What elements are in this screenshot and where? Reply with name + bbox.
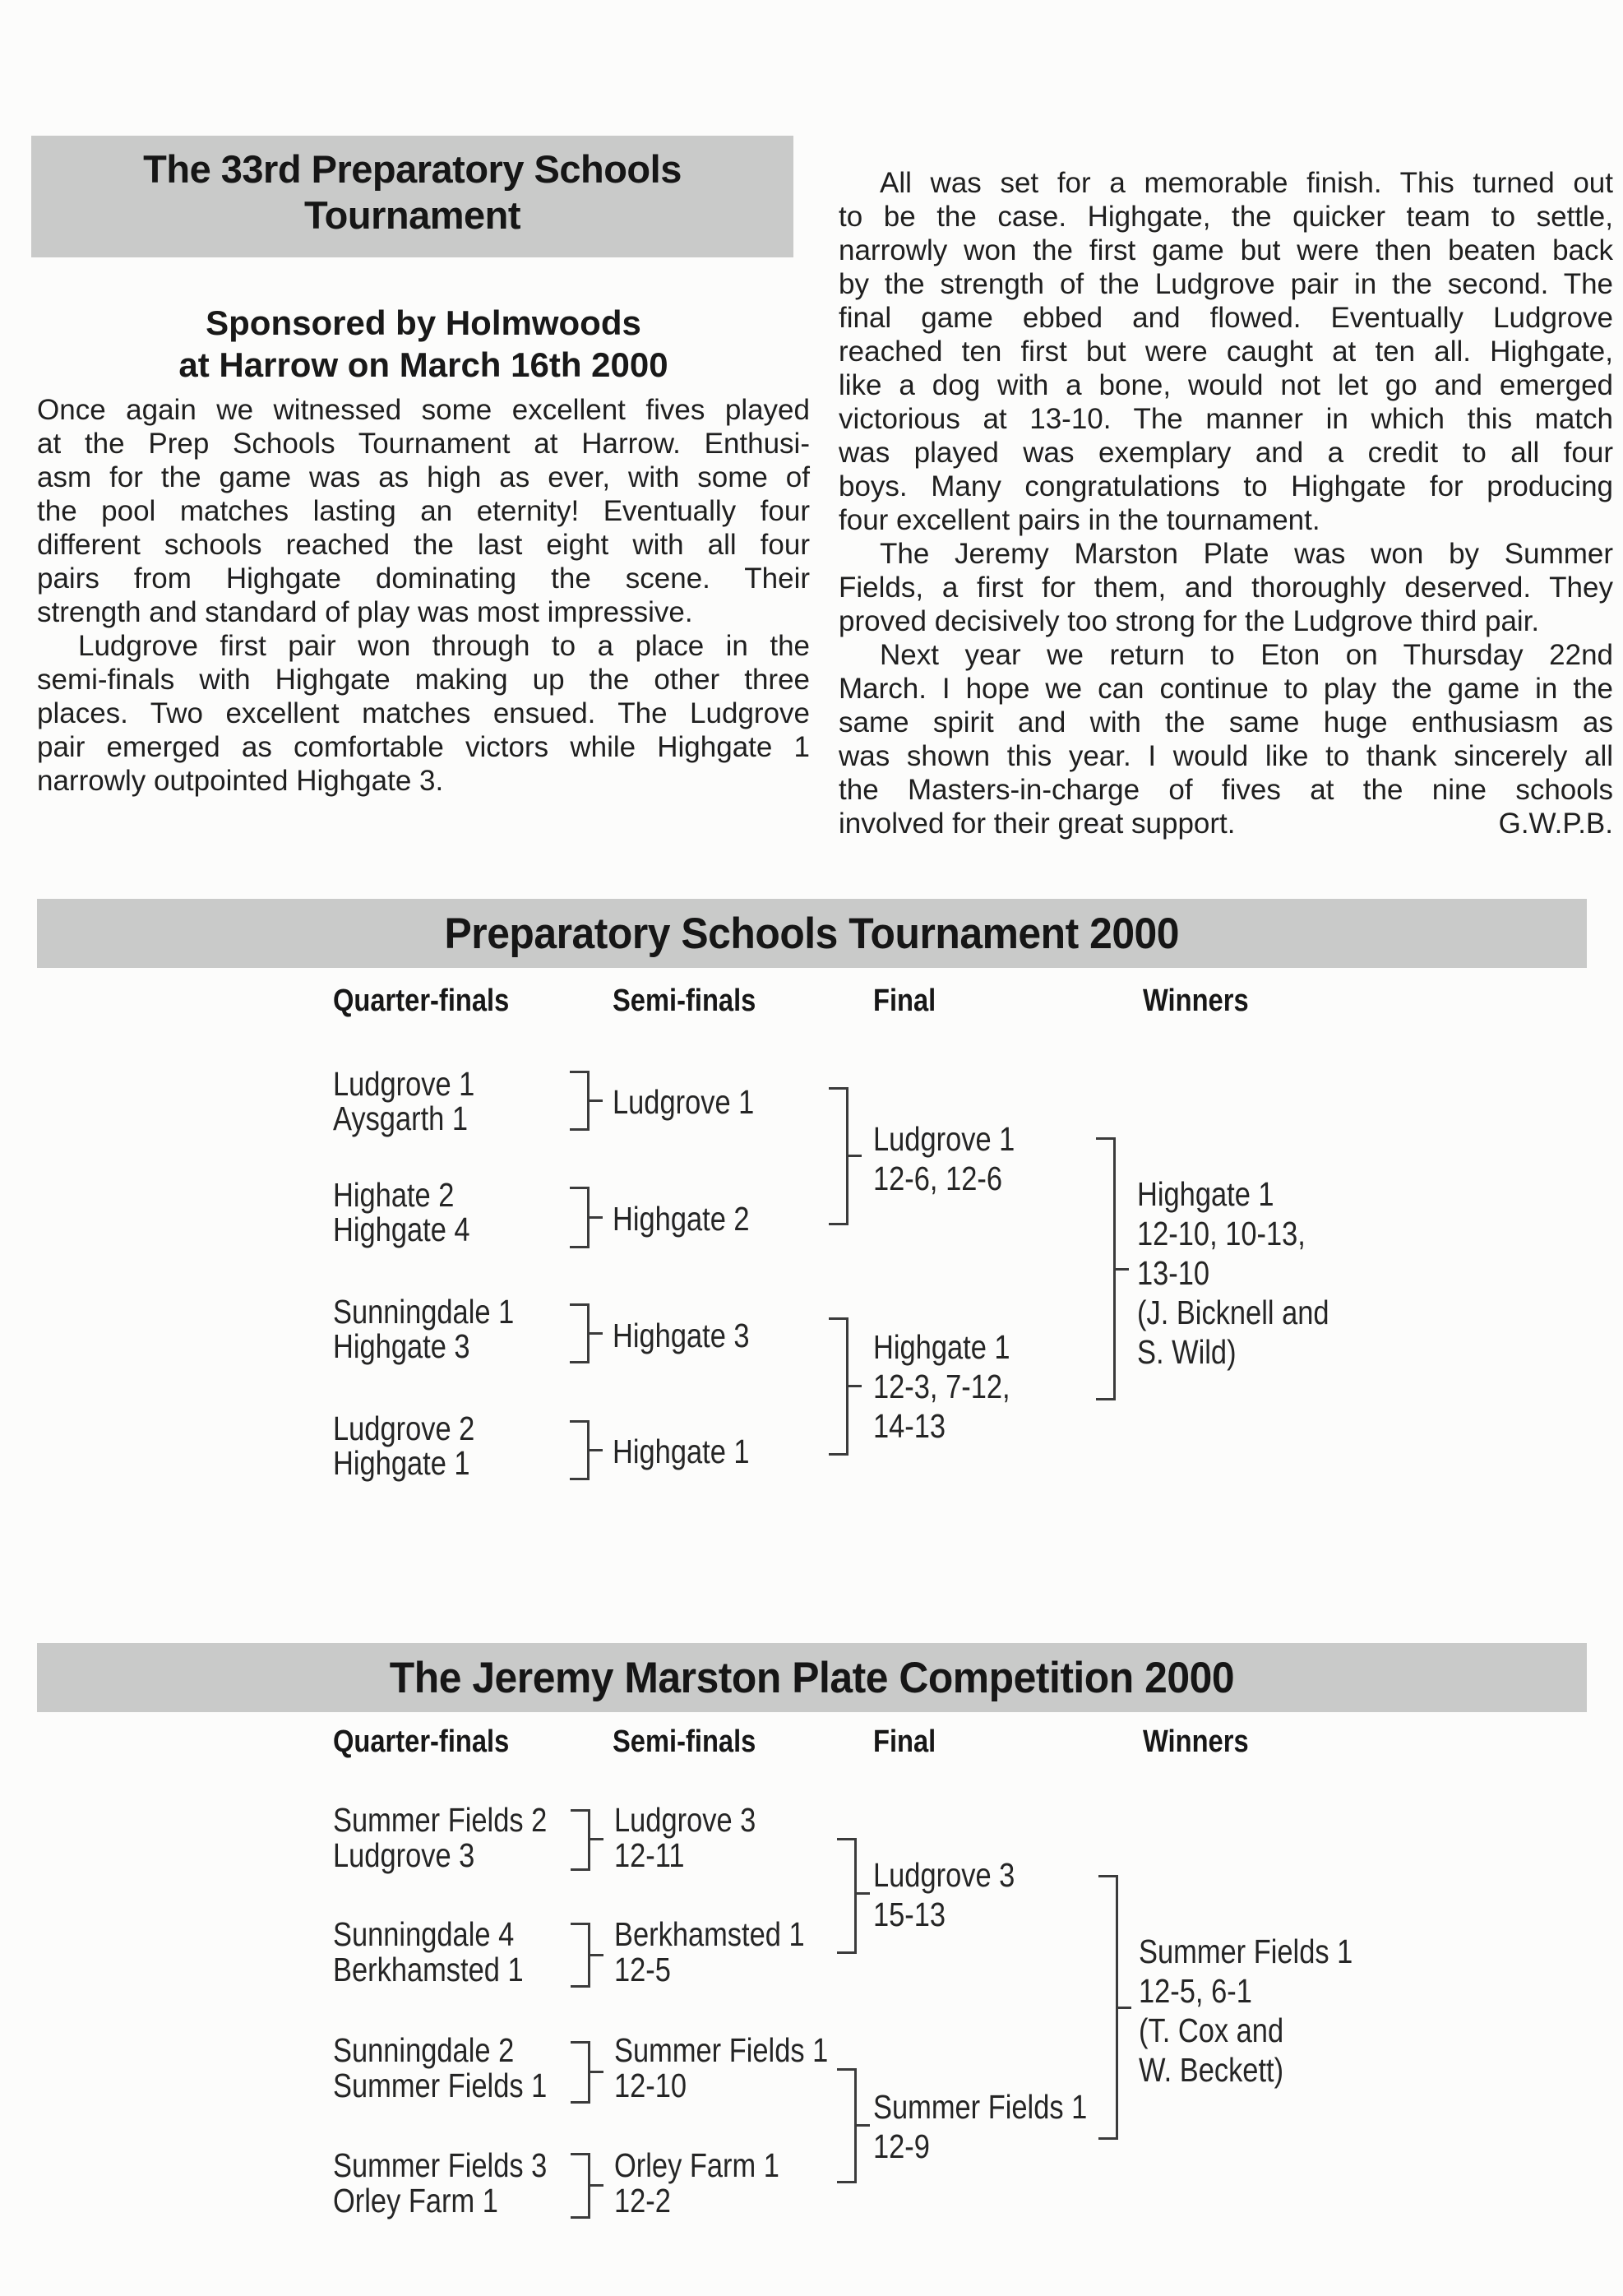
sf-winner-label: Summer Fields 1	[614, 2031, 829, 2069]
bracket-tick	[590, 2184, 603, 2187]
bracket-connector	[570, 1071, 590, 1131]
column-header-quarter-finals: Quarter-finals	[333, 1724, 510, 1759]
body-line: semi-finals with Highgate making up the other three	[37, 664, 810, 696]
qf-team: Highgate 1	[333, 1444, 470, 1482]
body-line: boys. Many congratulations to Highgate for producing	[839, 470, 1613, 502]
qf-pair	[333, 1294, 514, 1363]
winner-score: 13-10	[1137, 1254, 1210, 1292]
qf-pair	[333, 1803, 547, 1873]
bracket-connector	[829, 1087, 848, 1225]
finalist-name: Highgate 1	[873, 1328, 1010, 1366]
body-line: The Jeremy Marston Plate was won by Summer	[880, 538, 1613, 570]
column-header-semi-finals: Semi-finals	[613, 1724, 756, 1759]
bracket-tick	[590, 1099, 603, 1102]
finalist	[873, 1855, 1015, 1934]
bracket-connector	[571, 1923, 590, 1988]
finalist-score: 12-9	[873, 2127, 930, 2165]
qf-team: Berkhamsted 1	[333, 1951, 524, 1988]
qf-team: Ludgrove 1	[333, 1065, 475, 1103]
body-line: Fields, a first for them, and thoroughly deserved. They	[839, 572, 1613, 604]
winner-players: (J. Bicknell and	[1137, 1294, 1329, 1331]
sf-winner-score: 12-5	[614, 1951, 671, 1988]
sf-winner-label: Berkhamsted 1	[614, 1915, 805, 1953]
body-line: reached ten first but were caught at ten all. Highgate,	[839, 336, 1613, 368]
sf-winner-block	[614, 2148, 779, 2219]
winner-score: 12-10, 10-13,	[1137, 1215, 1306, 1252]
finalist	[873, 1119, 1015, 1198]
sf-winner-block	[614, 1917, 805, 1988]
qf-team: Summer Fields 3	[333, 2146, 548, 2184]
qf-pair	[333, 2033, 547, 2104]
article-subtitle	[37, 302, 810, 386]
bracket-connector	[829, 1317, 848, 1456]
sf-winner-label: Ludgrove 3	[614, 1801, 756, 1839]
bracket-connector	[571, 2153, 590, 2219]
sf-winner-block	[614, 1803, 756, 1873]
bracket-tick	[1116, 1268, 1129, 1271]
article-title-line2: Tournament	[303, 193, 521, 237]
body-line: final game ebbed and flowed. Eventually Ludgrove	[839, 302, 1613, 334]
sf-winner-label: Highgate 1	[613, 1433, 750, 1470]
qf-team: Sunningdale 4	[333, 1915, 515, 1953]
finalist-score: 12-6, 12-6	[873, 1160, 1003, 1197]
body-line: different schools reached the last eight with all four	[37, 529, 810, 561]
bracket-tick	[590, 2071, 603, 2073]
column-header-quarter-finals: Quarter-finals	[333, 984, 510, 1018]
qf-team: Highate 2	[333, 1176, 455, 1214]
qf-team: Ludgrove 2	[333, 1410, 475, 1447]
article-subtitle-line1: Sponsored by Holmwoods	[206, 303, 641, 342]
section-heading-bar-prep	[37, 899, 1587, 968]
bracket-connector	[570, 1420, 590, 1480]
winner-block	[1139, 1932, 1352, 2090]
signature: G.W.P.B.	[1498, 808, 1613, 840]
body-line: was played was exemplary and a credit to all four	[839, 437, 1613, 469]
qf-pair	[333, 1411, 474, 1480]
winner-score: 12-5, 6-1	[1139, 1972, 1252, 2010]
body-line: proved decisively too strong for the Ludgrove third pair.	[839, 605, 1540, 637]
bracket-tick	[590, 1838, 603, 1840]
body-line: four excellent pairs in the tournament.	[839, 504, 1320, 536]
winner-name: Summer Fields 1	[1139, 1933, 1353, 1970]
article-title-box	[31, 136, 793, 257]
body-line: the Masters-in-charge of fives at the nine schools	[839, 774, 1613, 806]
column-header-final: Final	[873, 1724, 936, 1759]
body-line: victorious at 13-10. The manner in which this match	[839, 403, 1613, 435]
body-line: narrowly won the first game but were then beaten back	[839, 234, 1613, 266]
column-header-winners: Winners	[1143, 984, 1249, 1018]
sf-winner-label: Orley Farm 1	[614, 2146, 779, 2184]
sf-winner-score: 12-10	[614, 2067, 687, 2104]
finalist-score: 12-3, 7-12,	[873, 1368, 1010, 1405]
body-line: was shown this year. I would like to thank sincerely all	[839, 740, 1613, 772]
bracket-connector	[570, 1303, 590, 1363]
qf-team: Sunningdale 2	[333, 2031, 515, 2069]
article-left-column	[37, 393, 810, 798]
sf-winner-score: 12-11	[614, 1836, 685, 1874]
body-line: to be the case. Highgate, the quicker team to settle,	[839, 201, 1613, 233]
qf-pair	[333, 2148, 547, 2219]
winner-players: W. Beckett)	[1139, 2051, 1284, 2089]
column-header-semi-finals: Semi-finals	[613, 984, 756, 1018]
section-heading-bar-plate	[37, 1643, 1587, 1712]
bracket-tick	[1118, 2007, 1131, 2009]
closing-line: involved for their great support.	[839, 808, 1236, 840]
bracket-connector	[570, 1187, 590, 1248]
body-line: by the strength of the Ludgrove pair in the second. The	[839, 268, 1613, 300]
sf-winner-label: Highgate 2	[613, 1200, 750, 1238]
winner-name: Highgate 1	[1137, 1175, 1274, 1213]
qf-team: Summer Fields 2	[333, 1801, 548, 1839]
article-title-line1: The 33rd Preparatory Schools	[143, 147, 682, 191]
body-line: Next year we return to Eton on Thursday 22nd	[880, 639, 1613, 671]
body-line: at the Prep Schools Tournament at Harrow. Enthusi-	[37, 428, 810, 460]
bracket-tick	[590, 1449, 603, 1451]
qf-team: Summer Fields 1	[333, 2067, 548, 2104]
bracket-tick	[848, 1385, 862, 1387]
bracket-connector	[571, 2041, 590, 2104]
body-line: like a dog with a bone, would not let go and emerged	[839, 369, 1613, 401]
bracket-tick	[590, 1332, 603, 1335]
bracket-tick	[590, 1216, 603, 1219]
body-line: asm for the game was as high as ever, with some of	[37, 461, 810, 493]
body-line: narrowly outpointed Highgate 3.	[37, 765, 444, 797]
body-line: All was set for a memorable finish. This turned out	[880, 167, 1613, 199]
section-heading-prep: Preparatory Schools Tournament 2000	[444, 909, 1180, 958]
finalist-score: 14-13	[873, 1407, 946, 1445]
body-line: the pool matches lasting an eternity! Eventually four	[37, 495, 810, 527]
column-header-winners: Winners	[1143, 1724, 1249, 1759]
bracket-connector	[571, 1809, 590, 1871]
finalist-name: Summer Fields 1	[873, 2088, 1088, 2126]
sf-winner-block	[614, 2033, 828, 2104]
body-line: strength and standard of play was most impressive.	[37, 596, 693, 628]
finalist	[873, 2087, 1087, 2166]
body-line: Ludgrove first pair won through to a place in the	[78, 630, 810, 662]
body-line: pair emerged as comfortable victors while Highgate 1	[37, 731, 810, 763]
body-line	[839, 807, 1613, 840]
finalist-name: Ludgrove 3	[873, 1856, 1015, 1894]
winner-players: S. Wild)	[1137, 1333, 1237, 1371]
article-subtitle-line2: at Harrow on March 16th 2000	[178, 345, 668, 384]
article-right-column	[839, 166, 1613, 840]
bracket-tick	[590, 1954, 603, 1956]
sf-winner-label: Highgate 3	[613, 1317, 750, 1354]
bracket-tick	[857, 2124, 870, 2127]
qf-pair	[333, 1917, 524, 1988]
bracket-connector	[1098, 1875, 1118, 2140]
qf-pair	[333, 1178, 470, 1247]
winner-players: (T. Cox and	[1139, 2011, 1284, 2049]
bracket-connector	[1096, 1137, 1116, 1400]
finalist-score: 15-13	[873, 1896, 946, 1933]
section-heading-plate: The Jeremy Marston Plate Competition 2000	[389, 1653, 1235, 1702]
body-line: March. I hope we can continue to play the game in the	[839, 673, 1613, 705]
bracket-tick	[848, 1155, 862, 1157]
body-line: Once again we witnessed some excellent fives played	[37, 394, 810, 426]
bracket-tick	[857, 1892, 870, 1895]
qf-team: Ludgrove 3	[333, 1836, 475, 1874]
winner-block	[1137, 1174, 1329, 1372]
finalist	[873, 1327, 1010, 1446]
qf-team: Sunningdale 1	[333, 1293, 515, 1331]
body-line: same spirit and with the same huge enthusiasm as	[839, 706, 1613, 738]
qf-team: Highgate 3	[333, 1327, 470, 1365]
qf-team: Aysgarth 1	[333, 1099, 469, 1137]
sf-winner-score: 12-2	[614, 2182, 671, 2220]
bracket-connector	[837, 1838, 857, 1954]
body-line: pairs from Highgate dominating the scene. Their	[37, 562, 810, 595]
finalist-name: Ludgrove 1	[873, 1120, 1015, 1158]
qf-team: Highgate 4	[333, 1210, 470, 1248]
column-header-final: Final	[873, 984, 936, 1018]
sf-winner-label: Ludgrove 1	[613, 1083, 755, 1121]
bracket-connector	[837, 2068, 857, 2183]
qf-team: Orley Farm 1	[333, 2182, 498, 2220]
body-line: places. Two excellent matches ensued. The Ludgrove	[37, 697, 810, 729]
qf-pair	[333, 1067, 474, 1136]
